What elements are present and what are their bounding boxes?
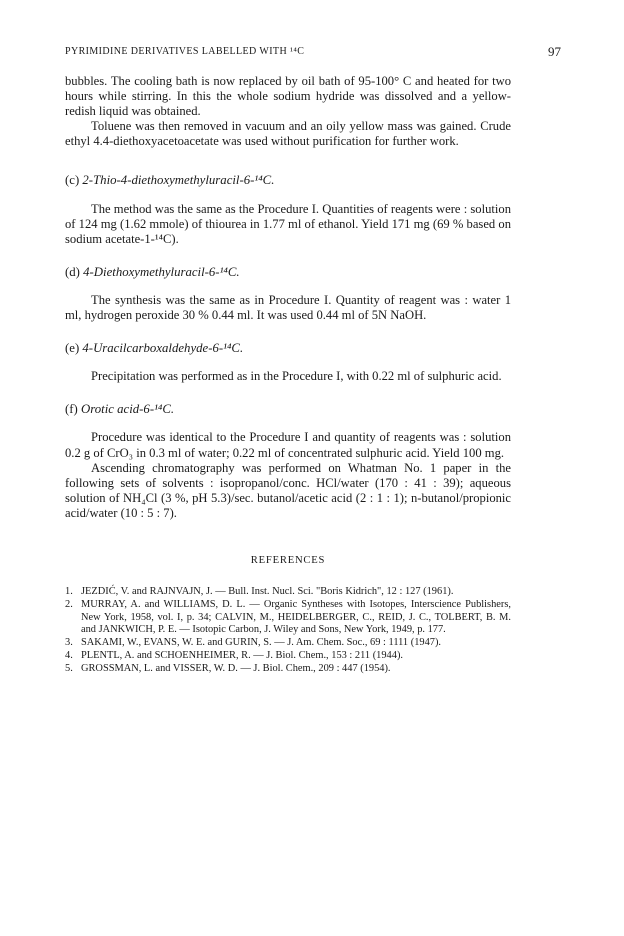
- section-heading: [65, 402, 511, 417]
- reference-number: 4.: [65, 650, 73, 662]
- section-title: Orotic acid-6-¹⁴C.: [81, 402, 175, 417]
- reference-item: [65, 599, 511, 637]
- section-label: (e): [65, 341, 80, 356]
- reference-text: PLENTL, A. and SCHOENHEIMER, R. — J. Biol. Chem., 153 : 211 (1944).: [81, 650, 404, 662]
- page-header: [65, 44, 561, 62]
- page-number: 97: [548, 44, 561, 59]
- reference-list: [65, 586, 511, 676]
- intro-paragraph-2: Toluene was then removed in vacuum and an oily yellow mass was gained. Crude ethyl 4.4-diethoxyacetoacetate was used without purification for further work.: [65, 119, 511, 149]
- intro-paragraph-1: bubbles. The cooling bath is now replaced by oil bath of 95-100° C and heated for two hours while stirring. In this the whole sodium hydride was dissolved and a yellow-redish liquid was obtained.: [65, 74, 511, 119]
- section-paragraph: The method was the same as the Procedure I. Quantities of reagents were : solution of 124 mg (1.62 mmole) of thiourea in 1.77 ml of ethanol. Yield 171 mg (69 % based on sodium acetate-1-¹⁴C).: [65, 201, 511, 246]
- section-heading: [65, 173, 511, 188]
- reference-number: 5.: [65, 662, 73, 674]
- section-c: [65, 173, 511, 246]
- section-title: 4-Uracilcarboxaldehyde-6-¹⁴C.: [82, 341, 244, 356]
- section-paragraph: Precipitation was performed as in the Procedure I, with 0.22 ml of sulphuric acid.: [91, 369, 502, 384]
- reference-text: MURRAY, A. and WILLIAMS, D. L. — Organic Syntheses with Isotopes, Interscience Publishers, New York, 1958, vol. I, p. 34; CALVIN, M., HEIDELBERGER, C., REID, J. C., TOLBERT, B. M. and JANKWICH, P. E. — Isotopic Carbon, J. Wiley and Sons, New York, 1949, p. 177.: [81, 598, 511, 636]
- references-heading: REFERENCES: [250, 554, 326, 566]
- reference-item: [65, 663, 511, 676]
- reference-number: 1.: [65, 586, 73, 598]
- section-label: (d): [65, 264, 80, 279]
- section-e: [65, 341, 511, 384]
- section-heading: [65, 265, 511, 280]
- reference-item: [65, 650, 511, 663]
- section-title: 2-Thio-4-diethoxymethyluracil-6-¹⁴C.: [82, 173, 275, 188]
- section-f: [65, 402, 511, 521]
- reference-text: GROSSMAN, L. and VISSER, W. D. — J. Biol. Chem., 209 : 447 (1954).: [81, 662, 391, 674]
- section-heading: [65, 341, 511, 356]
- reference-text: JEZDIĆ, V. and RAJNVAJN, J. — Bull. Inst. Nucl. Sci. "Boris Kidrich", 12 : 127 (1961).: [81, 586, 454, 598]
- section-d: [65, 265, 511, 323]
- reference-item: [65, 637, 511, 650]
- section-paragraph: Procedure was identical to the Procedure I and quantity of reagents was : solution 0.2 g of CrO₃ in 0.3 ml of water; 0.22 ml of concentrated sulphuric acid. Yield 100 mg.: [65, 430, 511, 460]
- section-paragraph: Ascending chromatography was performed on Whatman No. 1 paper in the following sets of solvents : isopropanol/conc. HCl/water (170 : 41 : 39); aqueous solution of NH₄Cl (3 %, pH 5.3)/sec. butanol/acetic acid (2 : 1 : 1); n-butanol/propionic acid/water (10 : 5 : 7).: [65, 460, 511, 520]
- page-body: [65, 74, 511, 676]
- section-title: 4-Diethoxymethyluracil-6-¹⁴C.: [83, 264, 240, 279]
- section-label: (c): [65, 173, 80, 188]
- section-paragraph: The synthesis was the same as in Procedure I. Quantity of reagent was : water 1 ml, hydrogen peroxide 30 % 0.44 ml. It was used 0.44 ml of 5N NaOH.: [65, 292, 511, 323]
- reference-text: SAKAMI, W., EVANS, W. E. and GURIN, S. — J. Am. Chem. Soc., 69 : 1111 (1947).: [81, 637, 442, 649]
- running-head: PYRIMIDINE DERIVATIVES LABELLED WITH ¹⁴C: [65, 46, 305, 57]
- reference-item: [65, 586, 511, 599]
- section-label: (f): [65, 402, 78, 417]
- reference-number: 3.: [65, 637, 73, 649]
- reference-number: 2.: [65, 598, 73, 610]
